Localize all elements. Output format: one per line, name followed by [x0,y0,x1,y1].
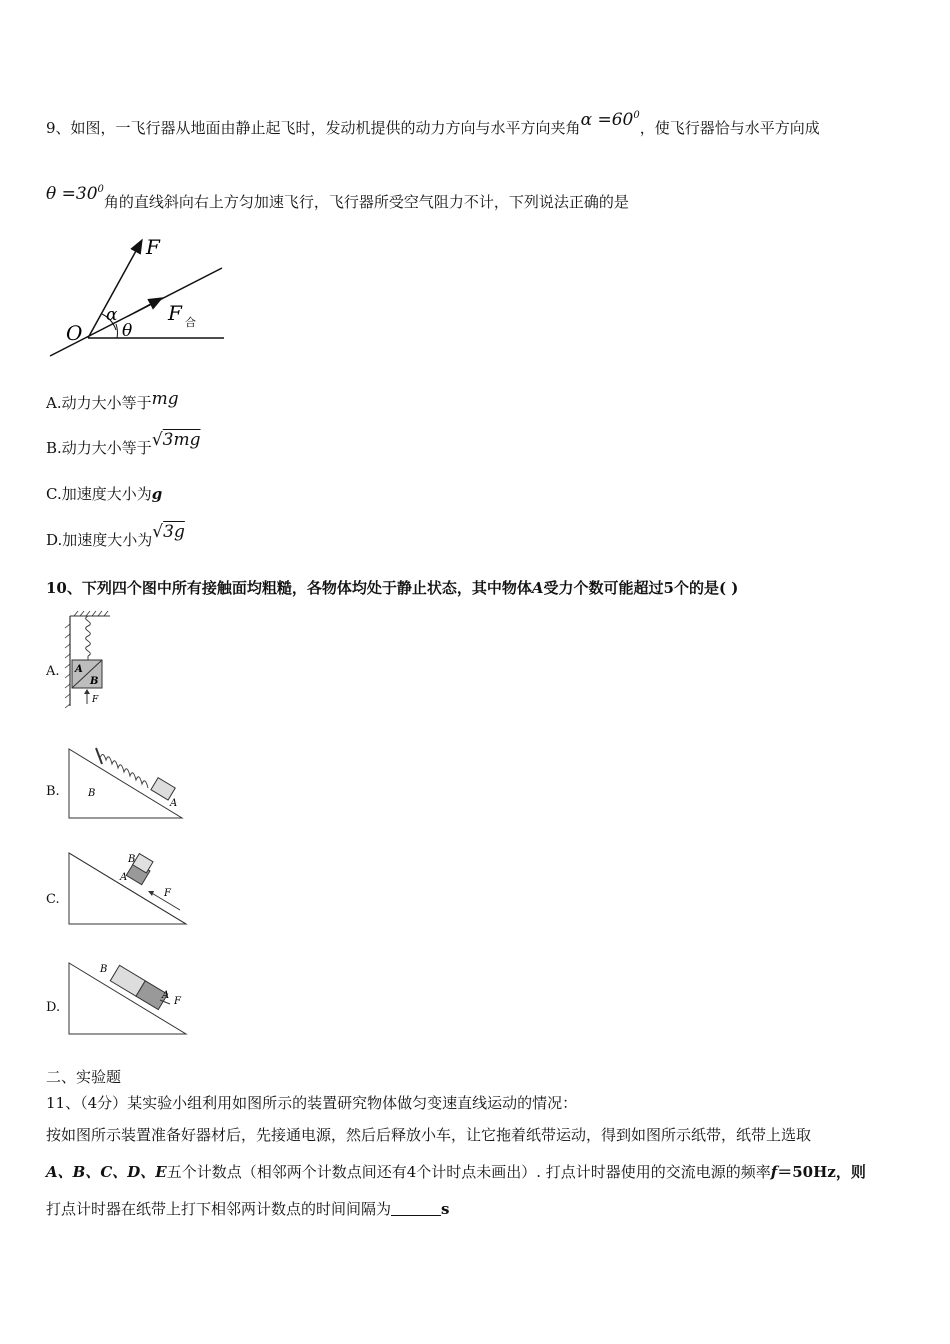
q9-force-diagram [44,228,234,363]
q10-figure-c [66,850,190,930]
option-math: √3g [152,522,185,542]
q10-figure-d [66,958,190,1040]
label-b: B [88,788,96,799]
q10-option-b-label[interactable]: B. [46,784,60,799]
q11-freq-value: ＝50Hz，则 [777,1163,866,1181]
q10-option-a-label[interactable]: A. [46,664,60,679]
q11-freq-symbol: f [770,1163,778,1181]
option-math-radicand: 3g [163,522,185,542]
q9-stem-line2 [46,184,629,212]
block-a [151,778,175,800]
q9-stem-middle: ，使飞行器恰与水平方向成 [639,119,820,137]
label-O: O [66,321,83,345]
label-a: A [170,798,178,809]
label-f: F [164,888,171,899]
q11-line1: 11、（4分）某实验小组利用如图所示的装置研究物体做匀变速直线运动的情况： [46,1094,578,1112]
q10-var: A [531,579,544,597]
option-label: A. [46,394,62,412]
theta-degree: 0 [97,184,104,195]
label-a: A [120,872,128,883]
q10-stem [46,578,738,598]
q10-option-d-label[interactable]: D. [46,1000,61,1015]
option-label: D. [46,531,63,549]
q10-figure-a [64,610,114,708]
alpha-value: =60 [592,110,634,130]
spring [86,616,91,656]
option-label: B. [46,439,62,457]
label-f: F [174,996,181,1007]
q10-stem-suffix: 个的是( ) [673,579,739,597]
label-F-resultant: F [168,301,182,325]
q11-line3-mid: 五个计数点（相邻两个计数点间还有4个计时点未画出）. 打点计时器使用的交流电源的频率 [166,1163,771,1181]
q9-theta-expression [46,184,104,204]
option-label: C. [46,485,62,503]
label-b: B [128,854,136,865]
option-math-radicand: 3mg [162,430,201,450]
q10-figure-b [66,742,188,822]
label-F: F [146,235,160,259]
q11-line2: 按如图所示装置准备好器材后，先接通电源，然后后释放小车，让它拖着纸带运动，得到如图所示纸带，纸带上选取 [46,1126,812,1144]
q9-option-d[interactable] [46,522,185,550]
label-b: B [100,964,108,975]
q9-option-c[interactable] [46,484,162,504]
label-a: A [162,990,170,1001]
theta-arc [116,324,117,338]
label-F-resultant-sub: 合 [185,316,196,329]
q11-line3 [46,1162,866,1182]
q9-stem-prefix: 9、如图，一飞行器从地面由静止起飞时，发动机提供的动力方向与水平方向夹角 [46,119,581,137]
alpha-symbol: α [580,110,593,130]
q10-stem-prefix: 10、下列四个图中所有接触面均粗糙，各物体均处于静止状态，其中物体 [46,579,532,597]
option-text: 动力大小等于 [61,394,152,412]
label-theta: θ [122,321,133,341]
q10-option-c-label[interactable]: C. [46,892,60,907]
section-title: 二、实验题 [46,1068,122,1086]
answer-blank[interactable] [391,1201,441,1216]
label-a: A [75,664,83,675]
option-text: 动力大小等于 [61,439,152,457]
theta-value: =30 [56,184,98,204]
alpha-degree: 0 [633,110,640,121]
q11-points: A、B、C、D、E [46,1163,167,1181]
option-math: mg [151,389,179,409]
q10-num: 5 [663,579,674,597]
option-text: 加速度大小为 [62,531,153,549]
q11-line4-text: 打点计时器在纸带上打下相邻两计数点的时间间隔为 [46,1200,392,1218]
q11-line4 [46,1199,449,1219]
resultant-arrow [134,298,162,313]
q9-stem-line1 [46,110,820,138]
q9-option-a[interactable] [46,389,179,413]
q9-stem-suffix: 角的直线斜向右上方匀加速飞行，飞行器所受空气阻力不计，下列说法正确的是 [103,193,629,211]
q9-option-b[interactable] [46,430,201,458]
label-f: F [92,695,99,705]
label-b: B [90,676,99,687]
q10-stem-mid: 受力个数可能超过 [543,579,664,597]
theta-symbol: θ [46,184,57,204]
q11-unit: s [441,1200,450,1218]
q9-alpha-expression [581,110,640,130]
option-math: √3mg [151,430,201,450]
label-alpha: α [106,305,118,325]
option-math: g [151,485,163,503]
option-text: 加速度大小为 [61,485,152,503]
